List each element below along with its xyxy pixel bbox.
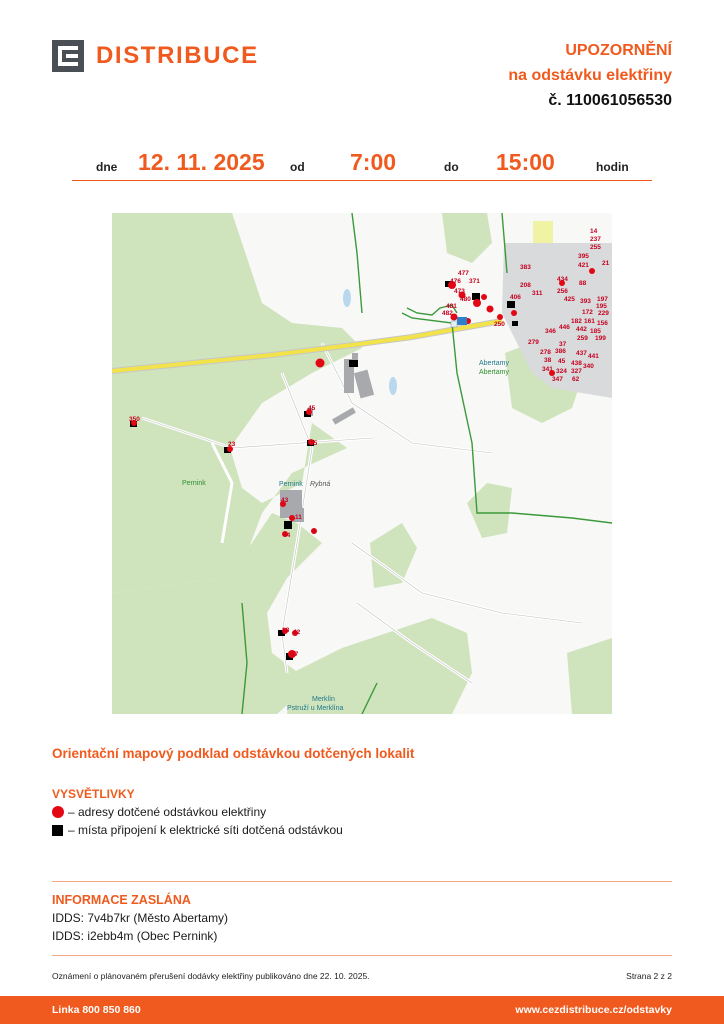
pond — [343, 289, 351, 307]
info-row-abertamy: IDDS: 7v4b7kr (Město Abertamy) — [52, 911, 229, 925]
house-number: 37 — [559, 341, 567, 348]
legend-row-connections — [52, 823, 343, 837]
connection-square — [507, 301, 515, 308]
house-number: 395 — [578, 253, 589, 260]
outage-date: 12. 11. 2025 — [138, 149, 265, 175]
house-number: 371 — [469, 278, 480, 285]
house-number: 250 — [494, 321, 505, 328]
house-number: 88 — [579, 280, 587, 287]
map-caption: Orientační mapový podklad odstávkou dotčených lokalit — [52, 746, 415, 761]
notice-header — [508, 38, 672, 113]
house-number: 11 — [295, 514, 302, 521]
house-number: 480 — [460, 296, 471, 303]
house-number: 476 — [450, 278, 461, 285]
house-number: 18 — [282, 627, 290, 634]
pond — [389, 377, 397, 395]
map-graphic — [112, 213, 612, 714]
house-number: 482 — [442, 310, 453, 317]
building-icon — [451, 321, 457, 327]
house-number: 341 — [542, 366, 553, 373]
house-number: 17 — [291, 651, 299, 658]
house-number: 346 — [545, 328, 556, 335]
house-number: 324 — [556, 368, 567, 375]
house-number: 311 — [532, 290, 543, 297]
house-number: 425 — [564, 296, 575, 303]
house-number: 161 — [584, 318, 595, 325]
outage-to: 15:00 — [496, 149, 555, 175]
house-number: 441 — [588, 353, 599, 360]
house-number: 45 — [558, 358, 566, 365]
house-number: 383 — [520, 264, 531, 271]
house-number: 259 — [577, 335, 588, 342]
house-number: 199 — [595, 335, 606, 342]
house-number: 350 — [129, 416, 140, 423]
od-label: od — [290, 160, 305, 174]
black-square-icon — [52, 825, 63, 836]
place-abertamy-admin: Abertamy — [479, 369, 509, 376]
house-number: 182 — [571, 318, 582, 325]
divider — [52, 881, 672, 882]
legend-addresses-text: – adresy dotčené odstávkou elektřiny — [68, 805, 267, 819]
brand-name: DISTRIBUCE — [96, 42, 259, 69]
house-number: 237 — [590, 236, 601, 243]
address-dot — [487, 306, 494, 313]
legend-row-addresses — [52, 805, 343, 819]
house-number: 185 — [590, 328, 601, 335]
house-number: 156 — [597, 320, 608, 327]
connection-square — [512, 321, 518, 326]
substation-icon — [457, 317, 467, 325]
house-number: 195 — [596, 303, 607, 310]
house-number: 255 — [590, 244, 601, 251]
house-number: 208 — [520, 282, 531, 289]
dne-label: dne — [96, 160, 118, 174]
place-abertamy: Abertamy — [479, 360, 509, 367]
house-number: 438 — [571, 360, 582, 367]
footer-phone: Linka 800 850 860 — [52, 1004, 141, 1016]
notice-title: UPOZORNĚNÍ — [565, 42, 672, 59]
house-number: 386 — [555, 348, 566, 355]
red-dot-icon — [52, 806, 64, 818]
house-number: 172 — [582, 309, 593, 316]
house-number: 347 — [552, 376, 563, 383]
house-number: 446 — [559, 324, 570, 331]
footer-bar — [0, 996, 724, 1024]
address-dot — [511, 310, 517, 316]
house-number: 421 — [578, 262, 589, 269]
address-dot — [473, 299, 481, 307]
place-rybna: Rybná — [310, 481, 331, 488]
outage-map — [112, 213, 612, 714]
address-dot — [481, 294, 487, 300]
place-pernink: Pernink — [279, 481, 303, 488]
house-number: 45 — [308, 405, 316, 412]
house-number: 42 — [293, 629, 301, 636]
connection-square — [284, 521, 292, 529]
schedule-line — [72, 148, 652, 181]
house-number: 256 — [557, 288, 568, 295]
house-number: 62 — [572, 376, 580, 383]
house-number: 327 — [571, 368, 582, 375]
footer-web-link[interactable]: www.cezdistribuce.cz/odstavky — [515, 1004, 672, 1016]
legend-connections-text: – místa připojení k elektrické síti dotčená odstávkou — [68, 823, 343, 837]
published-note: Oznámení o plánovaném přerušení dodávky elektřiny publikováno dne 22. 10. 2025. — [52, 971, 370, 981]
house-number: 481 — [446, 303, 457, 310]
do-label: do — [444, 160, 459, 174]
brand-logo — [52, 40, 259, 72]
house-number: 437 — [576, 350, 587, 357]
house-number: 278 — [540, 349, 551, 356]
page-number: Strana 2 z 2 — [626, 971, 672, 981]
house-number: 15 — [310, 440, 318, 447]
house-number: 279 — [528, 339, 539, 346]
info-section — [52, 893, 228, 943]
outage-from: 7:00 — [350, 149, 397, 175]
house-number: 43 — [281, 497, 289, 504]
place-pstruzi: Pstruží u Merklína — [287, 705, 344, 712]
house-number: 340 — [583, 363, 594, 370]
house-number: 21 — [602, 260, 610, 267]
connection-square — [349, 360, 358, 367]
place-merklin: Merklín — [312, 696, 335, 703]
house-number: 197 — [597, 296, 608, 303]
cez-logo-icon — [52, 40, 84, 72]
house-number: 477 — [458, 270, 469, 277]
house-number: 229 — [598, 310, 609, 317]
house-number: 393 — [580, 298, 591, 305]
house-number: 406 — [510, 294, 521, 301]
notice-subtitle: na odstávku elektřiny — [508, 67, 672, 84]
info-title: INFORMACE ZASLÁNA — [52, 893, 191, 907]
house-number: 44 — [283, 532, 291, 539]
legend-title: VYSVĚTLIVKY — [52, 787, 135, 801]
house-number: 14 — [590, 228, 598, 235]
info-row-pernink: IDDS: i2ebb4m (Obec Pernink) — [52, 929, 218, 943]
legend — [52, 787, 343, 837]
house-number: 38 — [544, 357, 552, 364]
house-number: 434 — [557, 276, 568, 283]
house-number: 473 — [454, 288, 465, 295]
place-pernink-west: Pernink — [182, 480, 206, 487]
address-dot — [497, 314, 503, 320]
notice-number: č. 110061056530 — [548, 92, 672, 109]
house-number: 8 — [312, 528, 316, 535]
divider — [52, 955, 672, 956]
address-dot — [589, 268, 595, 274]
address-dot — [316, 359, 325, 368]
house-number: 442 — [576, 326, 587, 333]
house-number: 23 — [228, 441, 236, 448]
hodin-label: hodin — [596, 160, 629, 174]
connection-square — [472, 293, 480, 300]
